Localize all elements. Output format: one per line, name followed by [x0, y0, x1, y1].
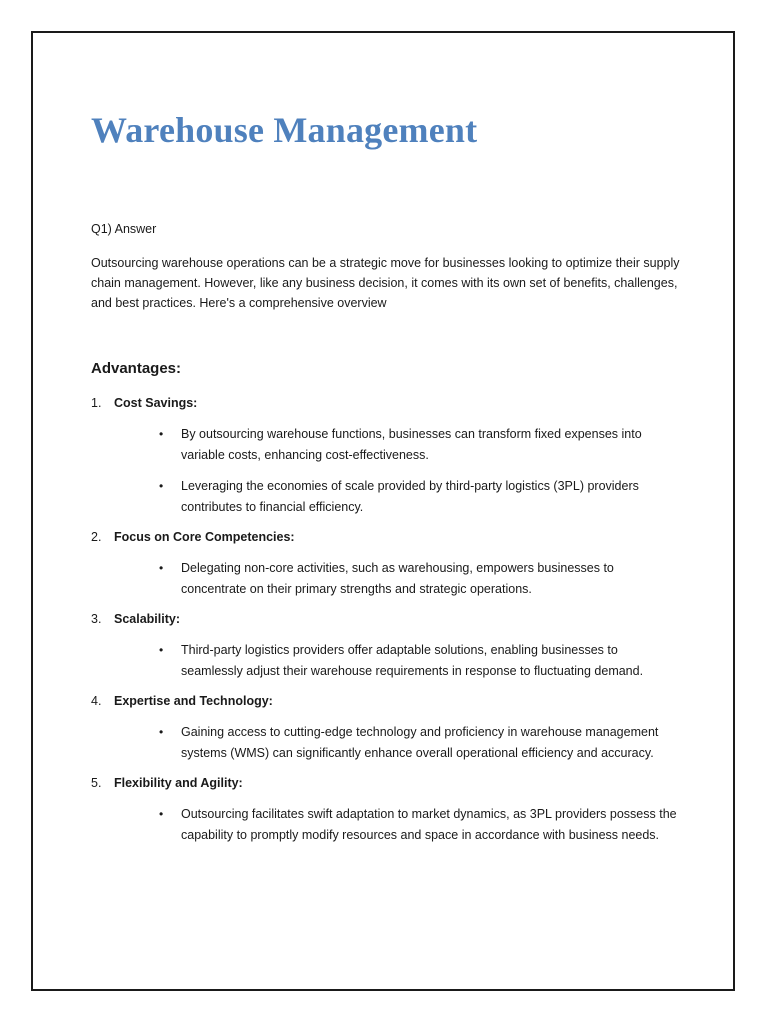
- advantage-title: Cost Savings:: [114, 396, 198, 410]
- bullet-dot-icon: •: [159, 427, 164, 441]
- advantage-item: [91, 775, 681, 845]
- advantage-bullet-list: [91, 640, 681, 681]
- section-heading-advantages: Advantages:: [91, 360, 182, 377]
- bullet-text: Leveraging the economies of scale provided by third-party logistics (3PL) providers contributes to financial efficiency.: [181, 479, 639, 514]
- advantage-item: [91, 611, 681, 681]
- bullet-text: Delegating non-core activities, such as warehousing, empowers businesses to concentrate on their primary strengths and strategic operations.: [181, 561, 614, 596]
- bullet-dot-icon: •: [159, 479, 164, 493]
- advantage-item: [91, 395, 681, 517]
- bullet-dot-icon: •: [159, 643, 164, 657]
- advantage-number: 5.: [91, 776, 102, 790]
- advantage-number: 1.: [91, 396, 102, 410]
- question-label: Q1) Answer: [91, 222, 157, 236]
- advantage-number: 4.: [91, 694, 102, 708]
- advantage-heading: [91, 611, 681, 628]
- advantage-item: [91, 529, 681, 599]
- advantage-title: Scalability:: [114, 612, 180, 626]
- bullet-item: [159, 424, 681, 465]
- advantage-heading: [91, 395, 681, 412]
- document-page: [31, 31, 735, 991]
- advantage-title: Flexibility and Agility:: [114, 776, 243, 790]
- intro-paragraph: Outsourcing warehouse operations can be a strategic move for businesses looking to optimize their supply chain management. However, like any business decision, it comes with its own set of benefits, challenges, and best practices. Here's a comprehensive overview: [91, 256, 680, 310]
- bullet-text: Gaining access to cutting-edge technology and proficiency in warehouse management systems (WMS) can significantly enhance overall operational efficiency and accuracy.: [181, 725, 659, 760]
- advantage-bullet-list: [91, 558, 681, 599]
- document-title: Warehouse Management: [91, 110, 478, 150]
- advantage-number: 3.: [91, 612, 102, 626]
- advantage-heading: [91, 529, 681, 546]
- bullet-dot-icon: •: [159, 807, 164, 821]
- advantages-list: [91, 395, 681, 845]
- bullet-item: [159, 558, 681, 599]
- bullet-dot-icon: •: [159, 725, 164, 739]
- bullet-text: By outsourcing warehouse functions, businesses can transform fixed expenses into variable costs, enhancing cost-effectiveness.: [181, 427, 642, 462]
- bullet-dot-icon: •: [159, 561, 164, 575]
- bullet-text: Outsourcing facilitates swift adaptation to market dynamics, as 3PL providers possess the capability to promptly modify resources and space in accordance with business needs.: [181, 807, 677, 842]
- advantage-bullet-list: [91, 722, 681, 763]
- advantage-number: 2.: [91, 530, 102, 544]
- bullet-text: Third-party logistics providers offer adaptable solutions, enabling businesses to seamlessly adjust their warehouse requirements in response to fluctuating demand.: [181, 643, 644, 678]
- advantage-title: Focus on Core Competencies:: [114, 530, 295, 544]
- bullet-item: [159, 476, 681, 517]
- bullet-item: [159, 722, 681, 763]
- bullet-item: [159, 804, 681, 845]
- bullet-item: [159, 640, 681, 681]
- advantage-bullet-list: [91, 424, 681, 517]
- advantage-bullet-list: [91, 804, 681, 845]
- advantage-heading: [91, 693, 681, 710]
- document-content: [91, 107, 681, 857]
- advantage-item: [91, 693, 681, 763]
- advantage-heading: [91, 775, 681, 792]
- advantage-title: Expertise and Technology:: [114, 694, 273, 708]
